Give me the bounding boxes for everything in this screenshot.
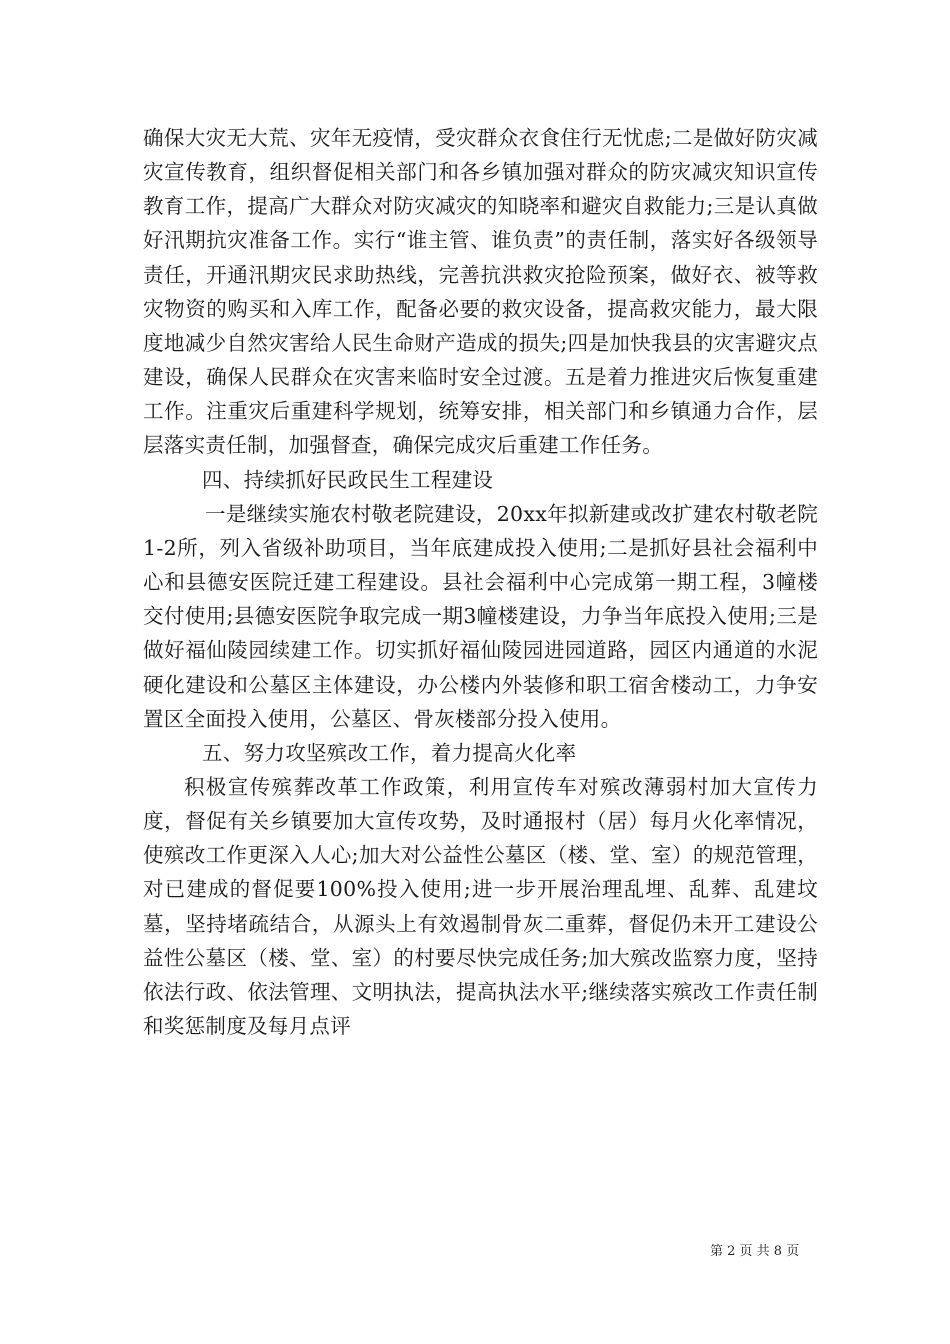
page-number-footer: 第 2 页 共 8 页	[710, 1244, 800, 1259]
paragraph-funeral-reform: 积极宣传殡葬改革工作政策，利用宣传车对殡改薄弱村加大宣传力度，督促有关乡镇要加大宣传攻势，及时通报村（居）每月火化率情况，使殡改工作更深入人心;加大对公益性公墓区（楼、堂、室）的规范管理，对已建成的督促要100%投入使用;进一步开展治理乱埋、乱葬、乱建坟墓，坚持堵疏结合，从源头上有效遏制骨灰二重葬，督促仍未开工建设公益性公墓区（楼、堂、室）的村要尽快完成任务;加大殡改监察力度，坚持依法行政、依法管理、文明执法，提高执法水平;继续落实殡改工作责任制和奖惩制度及每月点评	[143, 774, 818, 1039]
paragraph-livelihood-projects: 一是继续实施农村敬老院建设，20xx年拟新建或改扩建农村敬老院1-2所，列入省级补助项目，当年底建成投入使用;二是抓好县社会福利中心和县德安医院迁建工程建设。县社会福利中心完成第一期工程，3幢楼交付使用;县德安医院争取完成一期3幢楼建设，力争当年底投入使用;三是做好福仙陵园续建工作。切实抓好福仙陵园进园道路，园区内通道的水泥硬化建设和公墓区主体建设，办公楼内外装修和职工宿舍楼动工，力争安置区全面投入使用，公墓区、骨灰楼部分投入使用。	[143, 501, 818, 731]
section-heading-4: 四、持续抓好民政民生工程建设	[202, 467, 494, 492]
section-heading-5: 五、努力攻坚殡改工作，着力提高火化率	[202, 740, 577, 765]
document-body	[143, 121, 818, 1043]
paragraph-disaster-relief: 确保大灾无大荒、灾年无疫情，受灾群众衣食住行无忧虑;二是做好防灾减灾宣传教育，组织督促相关部门和各乡镇加强对群众的防灾减灾知识宣传教育工作，提高广大群众对防灾减灾的知晓率和避灾自救能力;三是认真做好汛期抗灾准备工作。实行“谁主管、谁负责”的责任制，落实好各级领导责任，开通汛期灾民求助热线，完善抗洪救灾抢险预案，做好衣、被等救灾物资的购买和入库工作，配备必要的救灾设备，提高救灾能力，最大限度地减少自然灾害给人民生命财产造成的损失;四是加快我县的灾害避灾点建设，确保人民群众在灾害来临时安全过渡。五是着力推进灾后恢复重建工作。注重灾后重建科学规划，统筹安排，相关部门和乡镇通力合作，层层落实责任制，加强督查，确保完成灾后重建工作任务。	[143, 126, 818, 458]
